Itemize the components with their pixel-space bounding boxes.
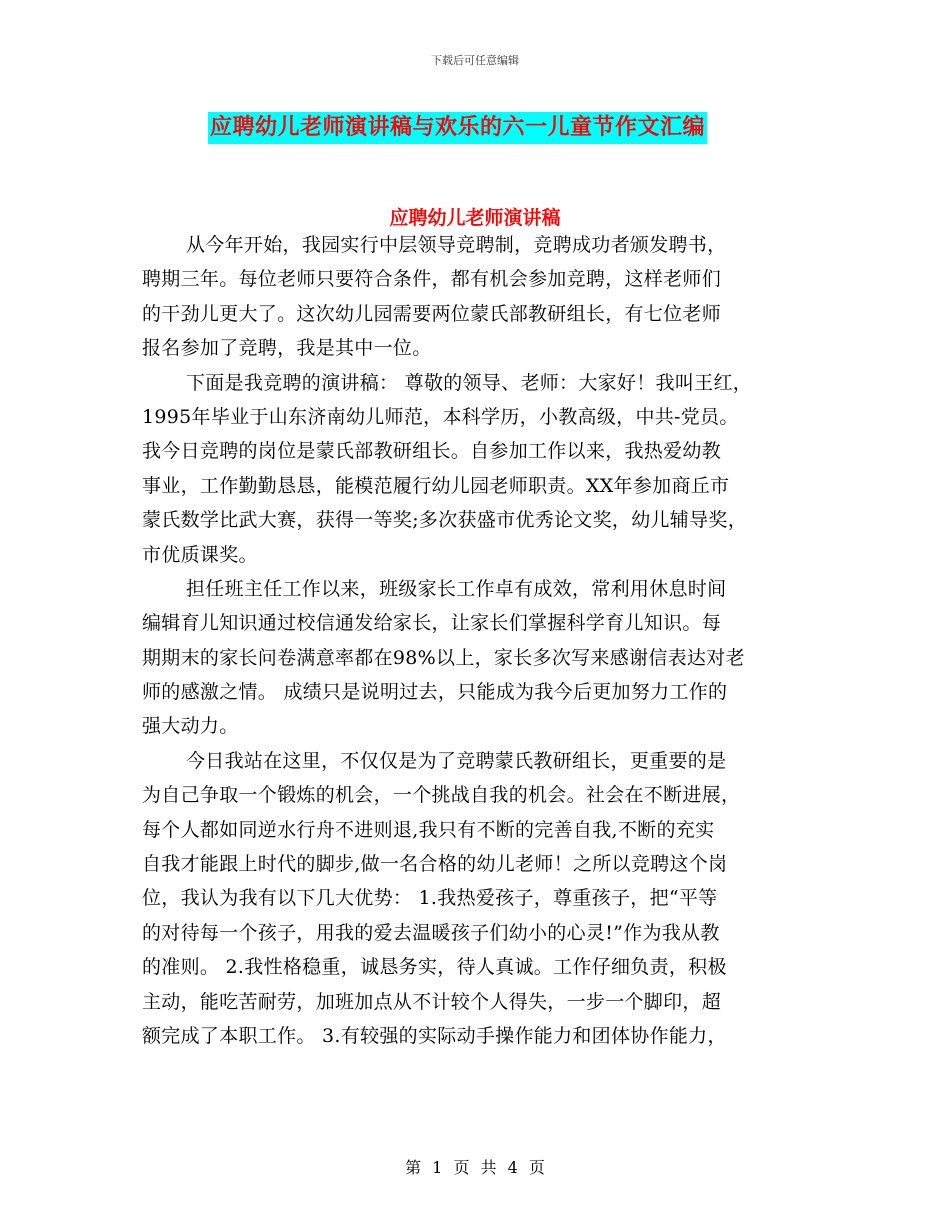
section-title: 应聘幼儿老师演讲稿 <box>389 207 561 229</box>
paragraph-line: 为自己争取一个锻炼的机会，一个挑战自我的机会。社会在不断进展， <box>142 784 741 807</box>
paragraph-line: 的对待每一个孩子，用我的爱去温暖孩子们幼小的心灵!”作为我从教 <box>142 921 720 944</box>
paragraph-line: 编辑育儿知识通过校信通发给家长，让家长们掌握科学育儿知识。每 <box>142 612 722 635</box>
paragraph-line: 报名参加了竞聘，我是其中一位。 <box>142 337 432 360</box>
paragraph-line: 我今日竞聘的岗位是蒙氏部教研组长。自参加工作以来，我热爱幼教 <box>142 440 722 463</box>
paragraph-line: 自我才能跟上时代的脚步,做一名合格的幼儿老师！之所以竞聘这个岗 <box>142 853 728 876</box>
paragraph-line: 强大动力。 <box>142 715 239 738</box>
header-note: 下载后可任意编辑 <box>431 54 519 67</box>
paragraph-line: 从今年开始，我园实行中层领导竞聘制，竞聘成功者颁发聘书， <box>186 234 727 256</box>
paragraph-line: 市优质课奖。 <box>142 543 258 566</box>
paragraph-line: 担任班主任工作以来，班级家长工作卓有成效，常利用休息时间 <box>186 577 727 600</box>
paragraph-line: 今日我站在这里，不仅仅是为了竞聘蒙氏教研组长，更重要的是 <box>186 749 727 772</box>
paragraph-line: 的准则。 2.我性格稳重，诚恳务实，待人真诚。工作仔细负责，积极 <box>142 956 727 979</box>
page-number: 第 1 页 共 4 页 <box>405 1158 545 1177</box>
paragraph-line: 的干劲儿更大了。这次幼儿园需要两位蒙氏部教研组长，有七位老师 <box>142 302 722 325</box>
document-body <box>142 228 822 1053</box>
paragraph-line: 主动，能吃苦耐劳，加班加点从不计较个人得失，一步一个脚印，超 <box>142 990 722 1013</box>
paragraph-line: 期期末的家长问卷满意率都在98%以上，家长多次写来感谢信表达对老 <box>142 646 745 669</box>
document-title: 应聘幼儿老师演讲稿与欢乐的六一儿童节作文汇编 <box>208 112 707 144</box>
paragraph-line: 师的感激之情。 成绩只是说明过去，只能成为我今后更加努力工作的 <box>142 681 728 704</box>
paragraph-line: 蒙氏数学比武大赛，获得一等奖;多次获盛市优秀论文奖，幼儿辅导奖， <box>142 509 748 532</box>
paragraph-line: 每个人都如同逆水行舟不进则退,我只有不断的完善自我,不断的充实 <box>142 818 715 841</box>
paragraph-line: 1995年毕业于山东济南幼儿师范，本科学历，小教高级，中共-党员。 <box>142 405 739 428</box>
paragraph-line: 下面是我竞聘的演讲稿： 尊敬的领导、老师：大家好！我叫王红， <box>186 371 753 394</box>
paragraph-line: 额完成了本职工作。 3.有较强的实际动手操作能力和团体协作能力， <box>142 1024 727 1047</box>
paragraph-line: 事业，工作勤勤恳恳，能模范履行幼儿园老师职责。XX年参加商丘市 <box>142 474 730 497</box>
paragraph-line: 位，我认为我有以下几大优势： 1.我热爱孩子，尊重孩子，把“平等 <box>142 887 718 910</box>
paragraph-line: 聘期三年。每位老师只要符合条件，都有机会参加竞聘，这样老师们 <box>142 268 722 291</box>
